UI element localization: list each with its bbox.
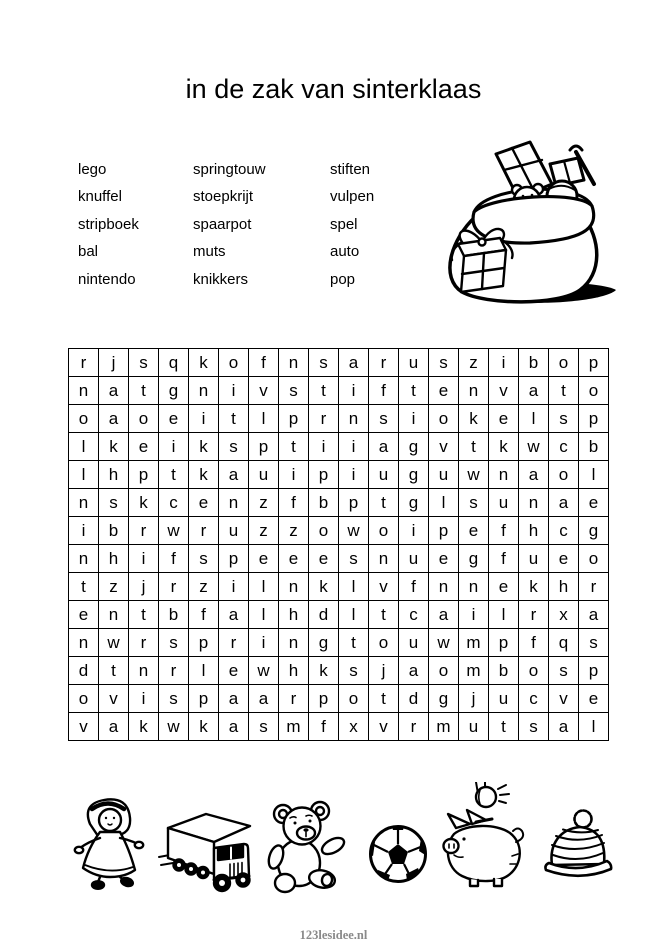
grid-cell: v bbox=[489, 377, 519, 405]
grid-row bbox=[69, 489, 609, 517]
grid-cell: s bbox=[159, 685, 189, 713]
grid-cell: t bbox=[459, 433, 489, 461]
grid-cell: r bbox=[399, 713, 429, 741]
word-list bbox=[78, 156, 374, 293]
grid-cell: c bbox=[399, 601, 429, 629]
grid-cell: a bbox=[219, 461, 249, 489]
grid-cell: h bbox=[99, 461, 129, 489]
grid-cell: e bbox=[279, 545, 309, 573]
grid-cell: m bbox=[459, 629, 489, 657]
grid-cell: n bbox=[339, 405, 369, 433]
grid-cell: l bbox=[69, 461, 99, 489]
grid-cell: v bbox=[429, 433, 459, 461]
grid-cell: a bbox=[369, 433, 399, 461]
grid-cell: h bbox=[279, 601, 309, 629]
grid-cell: i bbox=[129, 685, 159, 713]
grid-cell: f bbox=[489, 517, 519, 545]
grid-row bbox=[69, 573, 609, 601]
grid-cell: i bbox=[459, 601, 489, 629]
grid-cell: n bbox=[69, 545, 99, 573]
grid-cell: n bbox=[69, 377, 99, 405]
grid-cell: u bbox=[489, 489, 519, 517]
grid-row bbox=[69, 349, 609, 377]
grid-cell: r bbox=[309, 405, 339, 433]
grid-cell: j bbox=[459, 685, 489, 713]
grid-cell: s bbox=[279, 377, 309, 405]
grid-cell: l bbox=[489, 601, 519, 629]
grid-cell: o bbox=[579, 545, 609, 573]
grid-cell: z bbox=[99, 573, 129, 601]
grid-cell: v bbox=[249, 377, 279, 405]
grid-cell: n bbox=[369, 545, 399, 573]
word-item: nintendo bbox=[78, 270, 136, 288]
grid-cell: p bbox=[429, 517, 459, 545]
grid-cell: t bbox=[129, 601, 159, 629]
grid-row bbox=[69, 685, 609, 713]
grid-row bbox=[69, 517, 609, 545]
grid-cell: i bbox=[489, 349, 519, 377]
grid-cell: r bbox=[69, 349, 99, 377]
grid-cell: w bbox=[249, 657, 279, 685]
grid-cell: r bbox=[129, 629, 159, 657]
grid-cell: e bbox=[309, 545, 339, 573]
grid-cell: s bbox=[579, 629, 609, 657]
grid-cell: g bbox=[399, 489, 429, 517]
grid-cell: n bbox=[129, 657, 159, 685]
grid-row bbox=[69, 433, 609, 461]
grid-cell: s bbox=[129, 349, 159, 377]
word-item: stripboek bbox=[78, 215, 139, 233]
word-item: muts bbox=[193, 243, 226, 261]
grid-cell: b bbox=[159, 601, 189, 629]
grid-cell: l bbox=[249, 573, 279, 601]
grid-cell: n bbox=[279, 629, 309, 657]
grid-cell: p bbox=[579, 657, 609, 685]
grid-cell: o bbox=[69, 405, 99, 433]
grid-cell: e bbox=[429, 545, 459, 573]
grid-cell: w bbox=[339, 517, 369, 545]
grid-cell: l bbox=[189, 657, 219, 685]
grid-cell: t bbox=[99, 657, 129, 685]
grid-cell: n bbox=[519, 489, 549, 517]
grid-cell: r bbox=[279, 685, 309, 713]
grid-cell: f bbox=[249, 349, 279, 377]
grid-cell: p bbox=[189, 629, 219, 657]
gift-sack-image bbox=[430, 140, 630, 312]
truck-image bbox=[158, 806, 258, 896]
grid-cell: a bbox=[99, 713, 129, 741]
grid-cell: k bbox=[99, 433, 129, 461]
grid-cell: p bbox=[309, 461, 339, 489]
grid-cell: q bbox=[159, 349, 189, 377]
grid-cell: k bbox=[489, 433, 519, 461]
grid-cell: t bbox=[369, 489, 399, 517]
grid-cell: r bbox=[519, 601, 549, 629]
grid-cell: e bbox=[69, 601, 99, 629]
grid-cell: n bbox=[489, 461, 519, 489]
grid-cell: n bbox=[189, 377, 219, 405]
grid-cell: o bbox=[549, 349, 579, 377]
grid-cell: a bbox=[339, 349, 369, 377]
word-item: spaarpot bbox=[193, 215, 252, 233]
grid-cell: v bbox=[99, 685, 129, 713]
grid-cell: s bbox=[459, 489, 489, 517]
grid-cell: w bbox=[159, 517, 189, 545]
grid-cell: a bbox=[519, 461, 549, 489]
grid-cell: l bbox=[69, 433, 99, 461]
grid-cell: u bbox=[459, 713, 489, 741]
grid-cell: c bbox=[519, 685, 549, 713]
grid-cell: s bbox=[189, 545, 219, 573]
grid-cell: f bbox=[189, 601, 219, 629]
grid-cell: g bbox=[459, 545, 489, 573]
grid-cell: p bbox=[129, 461, 159, 489]
grid-cell: w bbox=[519, 433, 549, 461]
teddy-bear-image bbox=[263, 800, 348, 895]
word-item: stoepkrijt bbox=[193, 188, 254, 206]
watermark: 123lesidee.nl bbox=[299, 928, 368, 942]
grid-cell: s bbox=[549, 405, 579, 433]
grid-cell: i bbox=[219, 573, 249, 601]
grid-cell: p bbox=[219, 545, 249, 573]
grid-cell: i bbox=[399, 517, 429, 545]
grid-row bbox=[69, 405, 609, 433]
grid-row bbox=[69, 713, 609, 741]
grid-cell: a bbox=[549, 489, 579, 517]
grid-cell: i bbox=[129, 545, 159, 573]
word-list-column-1 bbox=[78, 156, 193, 293]
grid-cell: u bbox=[219, 517, 249, 545]
grid-cell: t bbox=[369, 601, 399, 629]
grid-cell: s bbox=[339, 657, 369, 685]
grid-cell: o bbox=[429, 657, 459, 685]
grid-cell: m bbox=[459, 657, 489, 685]
grid-cell: r bbox=[129, 517, 159, 545]
grid-cell: b bbox=[309, 489, 339, 517]
grid-cell: m bbox=[429, 713, 459, 741]
grid-cell: g bbox=[429, 685, 459, 713]
grid-cell: g bbox=[399, 461, 429, 489]
piggy-bank-image bbox=[440, 782, 528, 888]
grid-cell: r bbox=[369, 349, 399, 377]
grid-row bbox=[69, 461, 609, 489]
grid-cell: t bbox=[399, 377, 429, 405]
word-item: spel bbox=[330, 215, 358, 233]
grid-cell: p bbox=[489, 629, 519, 657]
grid-cell: a bbox=[399, 657, 429, 685]
grid-cell: z bbox=[249, 489, 279, 517]
grid-cell: p bbox=[579, 349, 609, 377]
grid-cell: r bbox=[579, 573, 609, 601]
page-title: in de zak van sinterklaas bbox=[185, 74, 482, 104]
grid-cell: q bbox=[549, 629, 579, 657]
grid-cell: i bbox=[219, 377, 249, 405]
grid-cell: f bbox=[489, 545, 519, 573]
grid-cell: a bbox=[549, 713, 579, 741]
grid-cell: n bbox=[459, 573, 489, 601]
grid-cell: t bbox=[549, 377, 579, 405]
word-list-column-2 bbox=[193, 156, 330, 293]
grid-cell: f bbox=[399, 573, 429, 601]
grid-cell: a bbox=[99, 405, 129, 433]
grid-cell: u bbox=[429, 461, 459, 489]
word-item: knikkers bbox=[193, 270, 249, 288]
grid-cell: l bbox=[579, 713, 609, 741]
grid-cell: t bbox=[219, 405, 249, 433]
grid-cell: j bbox=[99, 349, 129, 377]
grid-cell: h bbox=[549, 573, 579, 601]
grid-cell: d bbox=[69, 657, 99, 685]
grid-cell: f bbox=[309, 713, 339, 741]
grid-cell: o bbox=[369, 517, 399, 545]
grid-cell: x bbox=[339, 713, 369, 741]
grid-cell: a bbox=[429, 601, 459, 629]
grid-cell: s bbox=[159, 629, 189, 657]
grid-cell: f bbox=[519, 629, 549, 657]
grid-cell: n bbox=[69, 489, 99, 517]
grid-cell: s bbox=[369, 405, 399, 433]
grid-cell: n bbox=[219, 489, 249, 517]
grid-cell: n bbox=[279, 349, 309, 377]
grid-cell: t bbox=[279, 433, 309, 461]
grid-cell: i bbox=[69, 517, 99, 545]
grid-cell: e bbox=[489, 405, 519, 433]
grid-cell: v bbox=[369, 713, 399, 741]
grid-cell: w bbox=[159, 713, 189, 741]
grid-cell: b bbox=[489, 657, 519, 685]
grid-cell: r bbox=[159, 657, 189, 685]
word-item: vulpen bbox=[330, 188, 375, 206]
grid-cell: g bbox=[159, 377, 189, 405]
grid-cell: z bbox=[189, 573, 219, 601]
grid-cell: o bbox=[369, 629, 399, 657]
word-search-grid-body bbox=[69, 349, 609, 741]
grid-row bbox=[69, 629, 609, 657]
grid-cell: a bbox=[99, 377, 129, 405]
grid-cell: u bbox=[519, 545, 549, 573]
grid-row bbox=[69, 657, 609, 685]
grid-cell: t bbox=[159, 461, 189, 489]
grid-cell: e bbox=[159, 405, 189, 433]
grid-cell: l bbox=[249, 601, 279, 629]
grid-cell: n bbox=[459, 377, 489, 405]
grid-cell: r bbox=[219, 629, 249, 657]
grid-cell: e bbox=[459, 517, 489, 545]
grid-cell: v bbox=[549, 685, 579, 713]
grid-cell: a bbox=[219, 601, 249, 629]
grid-cell: b bbox=[99, 517, 129, 545]
grid-cell: n bbox=[279, 573, 309, 601]
grid-cell: p bbox=[189, 685, 219, 713]
grid-cell: l bbox=[429, 489, 459, 517]
grid-cell: o bbox=[579, 377, 609, 405]
grid-row bbox=[69, 377, 609, 405]
grid-cell: s bbox=[549, 657, 579, 685]
grid-cell: e bbox=[579, 489, 609, 517]
grid-cell: i bbox=[339, 433, 369, 461]
grid-cell: s bbox=[429, 349, 459, 377]
grid-cell: i bbox=[189, 405, 219, 433]
grid-cell: t bbox=[369, 685, 399, 713]
grid-cell: k bbox=[129, 713, 159, 741]
grid-cell: n bbox=[69, 629, 99, 657]
grid-cell: u bbox=[399, 629, 429, 657]
word-item: pop bbox=[330, 270, 356, 288]
grid-cell: s bbox=[99, 489, 129, 517]
grid-cell: i bbox=[249, 629, 279, 657]
grid-cell: l bbox=[519, 405, 549, 433]
grid-cell: z bbox=[459, 349, 489, 377]
grid-cell: u bbox=[249, 461, 279, 489]
grid-cell: k bbox=[189, 433, 219, 461]
grid-cell: e bbox=[219, 657, 249, 685]
grid-cell: i bbox=[339, 377, 369, 405]
grid-cell: e bbox=[249, 545, 279, 573]
grid-cell: i bbox=[309, 433, 339, 461]
grid-cell: t bbox=[339, 629, 369, 657]
grid-cell: s bbox=[519, 713, 549, 741]
grid-cell: i bbox=[159, 433, 189, 461]
grid-cell: u bbox=[489, 685, 519, 713]
grid-cell: l bbox=[249, 405, 279, 433]
grid-cell: i bbox=[339, 461, 369, 489]
grid-cell: i bbox=[279, 461, 309, 489]
grid-cell: f bbox=[279, 489, 309, 517]
grid-cell: r bbox=[189, 517, 219, 545]
grid-cell: o bbox=[309, 517, 339, 545]
word-item: bal bbox=[78, 243, 99, 261]
grid-cell: o bbox=[429, 405, 459, 433]
grid-cell: o bbox=[219, 349, 249, 377]
grid-cell: l bbox=[339, 601, 369, 629]
grid-cell: g bbox=[309, 629, 339, 657]
word-item: stiften bbox=[330, 161, 371, 178]
grid-cell: f bbox=[369, 377, 399, 405]
grid-cell: o bbox=[519, 657, 549, 685]
word-list-column-3 bbox=[330, 156, 374, 293]
grid-cell: w bbox=[99, 629, 129, 657]
grid-cell: a bbox=[519, 377, 549, 405]
grid-cell: a bbox=[219, 713, 249, 741]
grid-cell: e bbox=[549, 545, 579, 573]
grid-cell: u bbox=[399, 349, 429, 377]
grid-cell: b bbox=[519, 349, 549, 377]
grid-cell: s bbox=[249, 713, 279, 741]
grid-cell: u bbox=[369, 461, 399, 489]
grid-cell: h bbox=[519, 517, 549, 545]
grid-row bbox=[69, 545, 609, 573]
grid-cell: p bbox=[339, 489, 369, 517]
grid-cell: n bbox=[99, 601, 129, 629]
grid-cell: t bbox=[309, 377, 339, 405]
grid-cell: p bbox=[279, 405, 309, 433]
grid-cell: k bbox=[129, 489, 159, 517]
grid-cell: v bbox=[369, 573, 399, 601]
grid-cell: p bbox=[309, 685, 339, 713]
grid-cell: s bbox=[339, 545, 369, 573]
grid-cell: k bbox=[309, 573, 339, 601]
soccer-ball-image bbox=[366, 818, 430, 886]
grid-cell: t bbox=[69, 573, 99, 601]
grid-cell: o bbox=[69, 685, 99, 713]
word-item: lego bbox=[78, 161, 107, 178]
grid-cell: e bbox=[129, 433, 159, 461]
grid-cell: o bbox=[549, 461, 579, 489]
grid-cell: z bbox=[279, 517, 309, 545]
grid-cell: t bbox=[489, 713, 519, 741]
grid-cell: c bbox=[159, 489, 189, 517]
grid-cell: z bbox=[249, 517, 279, 545]
grid-cell: h bbox=[279, 657, 309, 685]
knitted-hat-image bbox=[540, 808, 615, 880]
grid-cell: i bbox=[399, 405, 429, 433]
grid-cell: t bbox=[129, 377, 159, 405]
grid-cell: c bbox=[549, 517, 579, 545]
grid-cell: n bbox=[429, 573, 459, 601]
grid-cell: k bbox=[309, 657, 339, 685]
grid-cell: j bbox=[369, 657, 399, 685]
word-item: springtouw bbox=[193, 161, 266, 178]
grid-cell: w bbox=[429, 629, 459, 657]
grid-cell: h bbox=[99, 545, 129, 573]
grid-row bbox=[69, 601, 609, 629]
grid-cell: k bbox=[189, 713, 219, 741]
grid-cell: a bbox=[219, 685, 249, 713]
grid-cell: d bbox=[399, 685, 429, 713]
grid-cell: k bbox=[519, 573, 549, 601]
grid-cell: k bbox=[189, 461, 219, 489]
grid-cell: j bbox=[129, 573, 159, 601]
grid-cell: w bbox=[459, 461, 489, 489]
grid-cell: e bbox=[189, 489, 219, 517]
grid-cell: k bbox=[459, 405, 489, 433]
grid-cell: x bbox=[549, 601, 579, 629]
grid-cell: e bbox=[489, 573, 519, 601]
grid-cell: s bbox=[219, 433, 249, 461]
grid-cell: g bbox=[399, 433, 429, 461]
grid-cell: b bbox=[579, 433, 609, 461]
grid-cell: f bbox=[159, 545, 189, 573]
grid-cell: v bbox=[69, 713, 99, 741]
grid-cell: g bbox=[579, 517, 609, 545]
word-item: knuffel bbox=[78, 188, 122, 206]
grid-cell: d bbox=[309, 601, 339, 629]
grid-cell: u bbox=[399, 545, 429, 573]
grid-cell: k bbox=[189, 349, 219, 377]
grid-cell: a bbox=[579, 601, 609, 629]
grid-cell: o bbox=[339, 685, 369, 713]
grid-cell: l bbox=[579, 461, 609, 489]
word-item: auto bbox=[330, 243, 360, 261]
grid-cell: l bbox=[339, 573, 369, 601]
grid-cell: a bbox=[249, 685, 279, 713]
grid-cell: o bbox=[129, 405, 159, 433]
word-search-grid bbox=[68, 348, 609, 741]
grid-cell: p bbox=[249, 433, 279, 461]
grid-cell: p bbox=[579, 405, 609, 433]
grid-cell: c bbox=[549, 433, 579, 461]
grid-cell: e bbox=[429, 377, 459, 405]
grid-cell: e bbox=[579, 685, 609, 713]
grid-cell: s bbox=[309, 349, 339, 377]
doll-image bbox=[72, 796, 147, 891]
grid-cell: m bbox=[279, 713, 309, 741]
grid-cell: r bbox=[159, 573, 189, 601]
